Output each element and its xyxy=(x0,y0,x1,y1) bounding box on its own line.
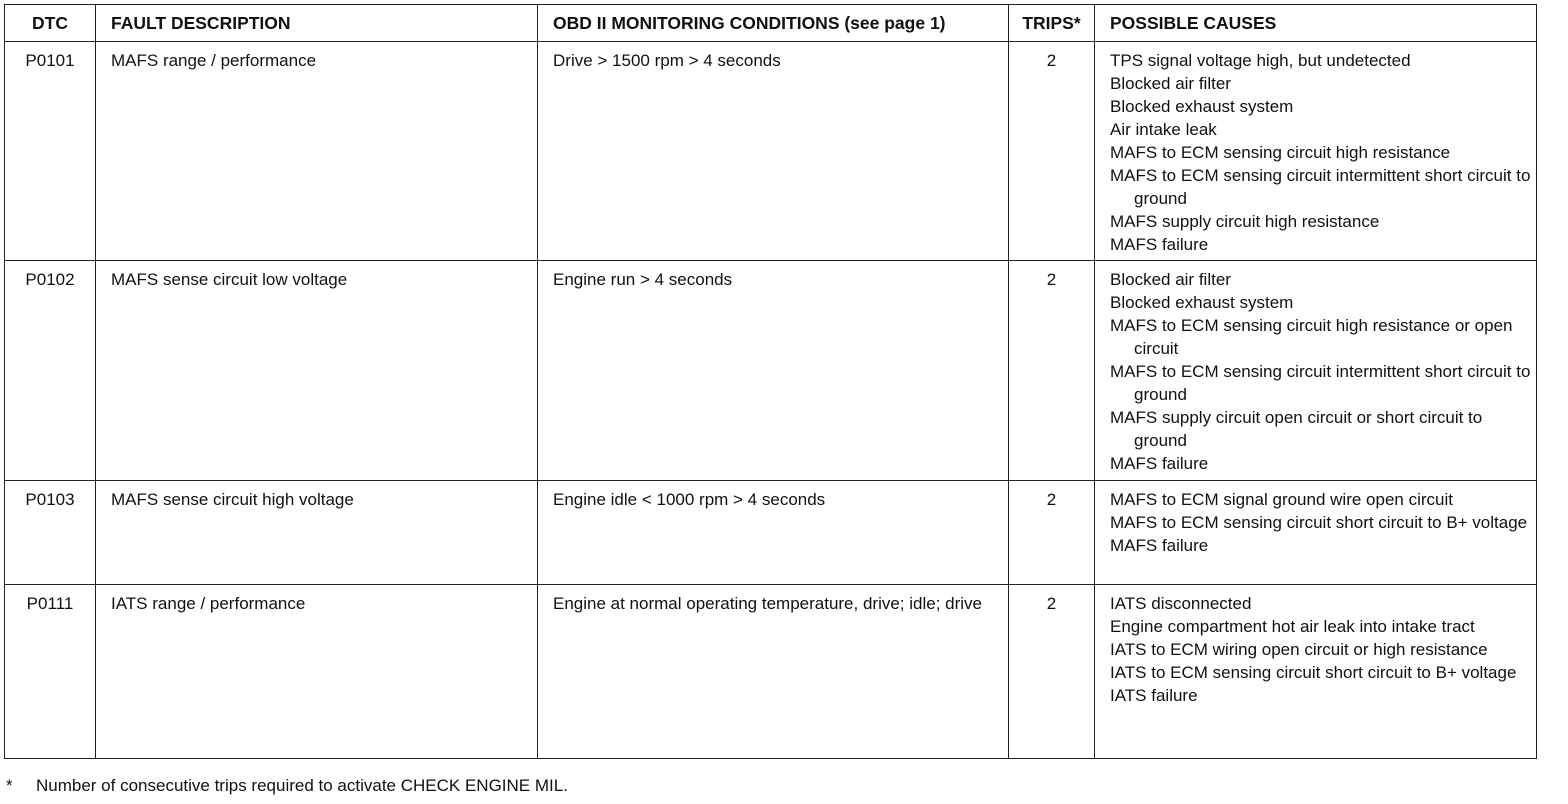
cause-item: MAFS to ECM sensing circuit high resistance xyxy=(1110,143,1451,162)
cause-item: MAFS supply circuit high resistance xyxy=(1110,212,1380,231)
dtc-table xyxy=(4,4,1537,759)
footnote-text: Number of consecutive trips required to activate CHECK ENGINE MIL. xyxy=(36,776,568,795)
possible-causes xyxy=(1095,42,1537,261)
footnote xyxy=(6,775,568,797)
cause-item: MAFS supply circuit open circuit or short circuit to ground xyxy=(1110,408,1483,450)
header-fault-description: FAULT DESCRIPTION xyxy=(96,5,538,42)
header-possible-causes: POSSIBLE CAUSES xyxy=(1095,5,1537,42)
trips-count: 2 xyxy=(1009,261,1095,481)
cause-item: MAFS to ECM sensing circuit intermittent short circuit to ground xyxy=(1110,362,1531,404)
cause-item: MAFS failure xyxy=(1110,235,1209,254)
fault-description: MAFS sense circuit high voltage xyxy=(96,481,538,585)
possible-causes xyxy=(1095,585,1537,759)
cause-item: Blocked air filter xyxy=(1110,270,1231,289)
cause-item: Blocked exhaust system xyxy=(1110,97,1294,116)
cause-item: MAFS failure xyxy=(1110,536,1209,555)
possible-causes xyxy=(1095,261,1537,481)
monitoring-conditions: Engine run > 4 seconds xyxy=(538,261,1009,481)
cause-item: MAFS to ECM sensing circuit short circuit to B+ voltage xyxy=(1110,513,1528,532)
header-monitoring-conditions: OBD II MONITORING CONDITIONS (see page 1) xyxy=(538,5,1009,42)
table-header xyxy=(5,5,1537,42)
monitoring-conditions: Engine idle < 1000 rpm > 4 seconds xyxy=(538,481,1009,585)
header-trips: TRIPS* xyxy=(1009,5,1095,42)
header-dtc: DTC xyxy=(5,5,96,42)
fault-description: MAFS range / performance xyxy=(96,42,538,261)
cause-item: Blocked exhaust system xyxy=(1110,293,1294,312)
monitoring-conditions: Drive > 1500 rpm > 4 seconds xyxy=(538,42,1009,261)
dtc-code: P0101 xyxy=(5,42,96,261)
cause-item: IATS to ECM sensing circuit short circuit to B+ voltage xyxy=(1110,663,1517,682)
trips-count: 2 xyxy=(1009,42,1095,261)
footnote-mark: * xyxy=(6,776,13,795)
possible-causes xyxy=(1095,481,1537,585)
cause-item: MAFS to ECM sensing circuit high resistance or open circuit xyxy=(1110,316,1513,358)
cause-item: Blocked air filter xyxy=(1110,74,1231,93)
cause-item: MAFS failure xyxy=(1110,454,1209,473)
cause-item: IATS failure xyxy=(1110,686,1198,705)
table-body xyxy=(5,42,1537,759)
cause-item: MAFS to ECM sensing circuit intermittent short circuit to ground xyxy=(1110,166,1531,208)
cause-item: Air intake leak xyxy=(1110,120,1217,139)
dtc-code: P0102 xyxy=(5,261,96,481)
table-row xyxy=(5,42,1537,261)
trips-count: 2 xyxy=(1009,585,1095,759)
cause-item: MAFS to ECM signal ground wire open circuit xyxy=(1110,490,1453,509)
table-row xyxy=(5,481,1537,585)
cause-item: IATS to ECM wiring open circuit or high resistance xyxy=(1110,640,1488,659)
fault-description: MAFS sense circuit low voltage xyxy=(96,261,538,481)
header-row xyxy=(5,5,1537,42)
cause-item: IATS disconnected xyxy=(1110,594,1252,613)
table-row xyxy=(5,585,1537,759)
monitoring-conditions: Engine at normal operating temperature, drive; idle; drive xyxy=(538,585,1009,759)
table-row xyxy=(5,261,1537,481)
dtc-code: P0111 xyxy=(5,585,96,759)
cause-item: TPS signal voltage high, but undetected xyxy=(1110,51,1411,70)
cause-item: Engine compartment hot air leak into intake tract xyxy=(1110,617,1475,636)
dtc-code: P0103 xyxy=(5,481,96,585)
trips-count: 2 xyxy=(1009,481,1095,585)
fault-description: IATS range / performance xyxy=(96,585,538,759)
